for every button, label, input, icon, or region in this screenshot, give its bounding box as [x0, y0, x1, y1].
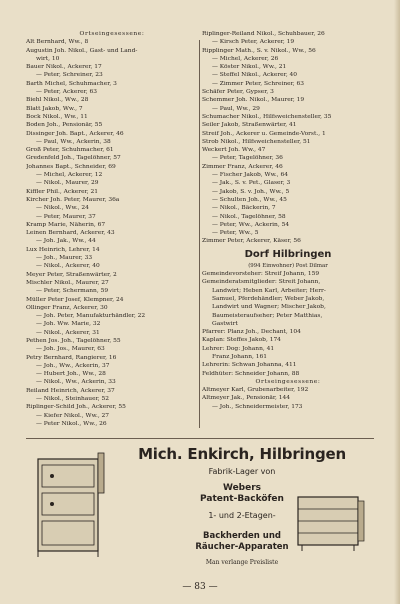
- directory-entry: — Joh. Ww. Marie, 32: [36, 321, 101, 328]
- directory-entry: — Hubert Joh., Ww., 28: [36, 371, 106, 378]
- directory-entry: — Michel, Ackerer, 12: [36, 172, 103, 179]
- directory-entry: Streif Joh., Ackerer u. Gemeinde-Vorst., 1: [202, 130, 326, 137]
- section-header: Ortseingesessene:: [79, 31, 145, 37]
- directory-entry: Franz Johann, 161: [212, 353, 267, 360]
- directory-entry: Meyer Peter, Straßenwärter, 2: [26, 271, 117, 278]
- directory-entry: Dissinger Joh. Bapt., Ackerer, 46: [26, 130, 124, 137]
- directory-entry: — Peter, Ww., Ackerin, 54: [212, 221, 290, 228]
- directory-entry: — Peter, Schermann, 59: [36, 288, 109, 295]
- directory-entry: — Michel, Ackerer, 26: [212, 55, 279, 62]
- directory-entry: Pethen Jos. Joh., Tagelöhner, 55: [26, 337, 121, 344]
- directory-entry: Zimmer Peter, Ackerer, Käser, 56: [202, 238, 301, 245]
- directory-entry: Reiland Heinrich, Ackerer, 37: [26, 387, 115, 394]
- directory-entry: Zimmer Franz, Ackerer, 46: [202, 163, 283, 170]
- page-number: — 83 —: [182, 582, 218, 592]
- directory-entry: Seiler Jakob, Straßenwärter, 41: [202, 122, 297, 129]
- directory-entry: Kircher Joh. Peter, Maurer, 36a: [26, 196, 120, 203]
- directory-entry: Gredenfeld Joh., Tagelöhner, 57: [26, 155, 121, 162]
- directory-entry: — Nikol., Ww., 24: [36, 205, 89, 212]
- directory-entry: Samuel, Pferdehändler; Weber Jakob,: [212, 295, 325, 302]
- directory-entry: — Joh. Jos., Maurer, 63: [36, 346, 105, 353]
- directory-entry: Alt Bernhard, Ww., 8: [26, 39, 89, 46]
- directory-entry: — Nikol., Tagelöhner, 58: [212, 213, 286, 220]
- hilbringen-title: Dorf Hilbringen: [244, 248, 332, 260]
- directory-entry: Lehrer: Dog: Johann, 41: [202, 345, 275, 352]
- ad-line-etagen: 1- und 2-Etagen-: [208, 511, 276, 520]
- directory-entry: Pfarrer: Planz Joh., Dechant, 104: [202, 329, 301, 336]
- directory-entry: Petry Bernhard, Rangierer, 16: [26, 354, 117, 361]
- directory-entry: Schäfer Peter, Gypser, 3: [202, 89, 274, 96]
- directory-entry: — Joh. Peter, Manufakturhändler, 22: [36, 313, 146, 320]
- directory-entry: — Peter Nikol., Ww., 26: [36, 420, 107, 427]
- ad-line-backherden-a: Backherden und: [203, 531, 281, 541]
- directory-entry: Baumeisteraufseher; Peter Matthias,: [212, 312, 323, 319]
- directory-entry: — Nikol., Ackerer, 40: [36, 263, 100, 270]
- directory-entry: — Kirsch Peter, Ackerer, 19: [212, 39, 295, 46]
- directory-entry: — Paul, Ww., Ackerin, 38: [36, 138, 111, 145]
- ad-line-backherden-b: Räucher-Apparaten: [195, 541, 289, 552]
- directory-entry: — Joh. Jak., Ww., 44: [36, 238, 96, 245]
- directory-entry: — Nikol., Steinhauer, 52: [36, 396, 109, 403]
- right-column-entries: [202, 30, 374, 246]
- directory-entry: — Köster Nikol., Ww., 21: [212, 64, 287, 71]
- directory-entry: — Joh., Maurer, 33: [36, 255, 93, 262]
- section-header: Ortseingesessene:: [255, 378, 321, 385]
- directory-entry: Gemeindevorsteher: Streif Johann, 159: [202, 271, 320, 278]
- directory-entry: Feldhüter: Schneider Johann, 88: [202, 370, 300, 377]
- directory-entry: Altmeyer Jak., Pensionär, 144: [202, 395, 291, 402]
- directory-entry: — Zimmer Peter, Schreiner, 63: [212, 80, 305, 87]
- directory-entry: Boden Joh., Pensionär, 55: [26, 122, 103, 129]
- directory-entry: — Peter, Ww., 5: [212, 230, 259, 237]
- directory-entry: Johannes Bapt., Schneider, 69: [26, 163, 116, 170]
- directory-entry: Riplinger-Reiland Nikol., Schuhbauer, 26: [202, 31, 325, 37]
- directory-entry: — Nikol., Ackerer, 31: [36, 329, 100, 336]
- directory-entry: Schemmer Joh. Nikol., Maurer, 19: [202, 97, 305, 104]
- directory-entry: Schumacher Nikol., Hilfsweichensteller, 35: [202, 113, 332, 120]
- directory-entry: Altmeyer Karl, Grubenarbeiter, 192: [202, 387, 309, 394]
- directory-entry: Barth Michel, Schuhmacher, 3: [26, 80, 117, 87]
- smoker-illustration-icon: [294, 491, 368, 553]
- directory-entry: Weckert Joh. Ww., 47: [202, 147, 266, 154]
- directory-entry: Leinen Bernhard, Ackerer, 43: [26, 230, 115, 237]
- directory-entry: Riplinger-Schild Joh., Ackerer, 55: [26, 404, 126, 411]
- directory-entry: Biehl Nikol., Ww., 28: [26, 97, 89, 104]
- directory-entry: — Jak., S. v. Pet., Glaser, 3: [212, 180, 291, 187]
- directory-entry: Augustin Joh. Nikol., Gast- und Land-: [26, 47, 138, 54]
- ad-company-name: Mich. Enkirch, Hilbringen: [138, 445, 346, 463]
- directory-entry: Ollinger Franz, Ackerer, 30: [26, 304, 108, 311]
- directory-entry: Strob Nikol., Hilfsweichensteller, 51: [202, 138, 311, 145]
- directory-entry: — Peter, Schreiner, 23: [36, 72, 103, 79]
- directory-columns: [26, 30, 374, 430]
- column-divider: [199, 40, 200, 428]
- directory-entry: Blatt Jakob, Ww., 7: [26, 105, 83, 112]
- directory-entry: Mischler Nikol., Maurer, 27: [26, 279, 109, 286]
- directory-entry: Landwirt und Wagner; Mischer Jakob,: [212, 304, 326, 311]
- directory-entry: Lux Heinrich, Lehrer, 14: [26, 246, 100, 253]
- directory-entry: — Joh., Schneidermeister, 173: [212, 403, 303, 410]
- directory-entry: Landwirt; Heben Karl, Arbeiter; Herr-: [212, 287, 326, 294]
- hilbringen-entries: [202, 270, 374, 411]
- directory-entry: — Kiefer Nikol., Ww., 27: [36, 412, 110, 419]
- directory-entry: Müller Peter Josef, Klempner, 24: [26, 296, 124, 303]
- directory-entry: — Peter, Tagelöhner, 36: [212, 155, 283, 162]
- directory-entry: Bock Nikol., Ww., 11: [26, 113, 88, 120]
- directory-entry: wirt, 10: [36, 55, 60, 62]
- directory-entry: — Schulten Joh., Ww., 45: [212, 196, 287, 203]
- oven-illustration-icon: [32, 451, 110, 559]
- directory-entry: Kaplan: Steffes Jakob, 174: [202, 337, 281, 344]
- directory-entry: — Nikol., Bäckerin, 7: [212, 205, 276, 212]
- left-column: [26, 30, 198, 428]
- directory-entry: — Nikol., Maurer, 29: [36, 180, 99, 187]
- directory-entry: — Peter, Maurer, 37: [36, 213, 96, 220]
- directory-entry: — Peter, Ackerer, 63: [36, 89, 98, 96]
- directory-entry: Kramp Marie, Näherin, 67: [26, 221, 106, 228]
- directory-page: [26, 30, 374, 578]
- directory-entry: — Paul, Ww., 29: [212, 105, 260, 112]
- directory-entry: Gastwirt: [212, 320, 238, 327]
- ad-line-webers-a: Webers: [222, 483, 262, 493]
- directory-entry: Bauer Nikol., Ackerer, 17: [26, 64, 102, 71]
- directory-entry: — Steffel Nikol., Ackerer, 40: [212, 72, 298, 79]
- advertisement: [26, 438, 374, 566]
- directory-entry: — Jakob, S. v. Joh., Ww., 5: [212, 188, 290, 195]
- directory-entry: Groß Peter, Schuhmacher, 61: [26, 147, 114, 154]
- directory-entry: Gemeinderatsmitglieder: Streit Johann,: [202, 279, 321, 286]
- ad-price-list: Man verlange Preisliste: [205, 559, 279, 566]
- page-edge-shadow: [394, 0, 400, 604]
- ad-line-fabrik: Fabrik-Lager von: [208, 467, 276, 476]
- directory-entry: — Fischer Jakob, Ww., 64: [212, 172, 289, 179]
- right-column: [202, 30, 374, 411]
- directory-entry: Kiffler Phil., Ackerer, 21: [26, 188, 98, 195]
- ad-line-webers-b: Patent-Backöfen: [200, 494, 284, 504]
- directory-entry: — Joh., Ww., Ackerin, 37: [36, 362, 110, 369]
- hilbringen-subtitle: (994 Einwohner) Post Dilmar: [248, 262, 328, 269]
- directory-entry: — Nikol., Ww., Ackerin, 33: [36, 379, 116, 386]
- directory-entry: Lehrerin: Schwan Johanna, 411: [202, 362, 297, 369]
- directory-entry: Ripplinger Math., S. v. Nikol., Ww., 56: [202, 47, 316, 54]
